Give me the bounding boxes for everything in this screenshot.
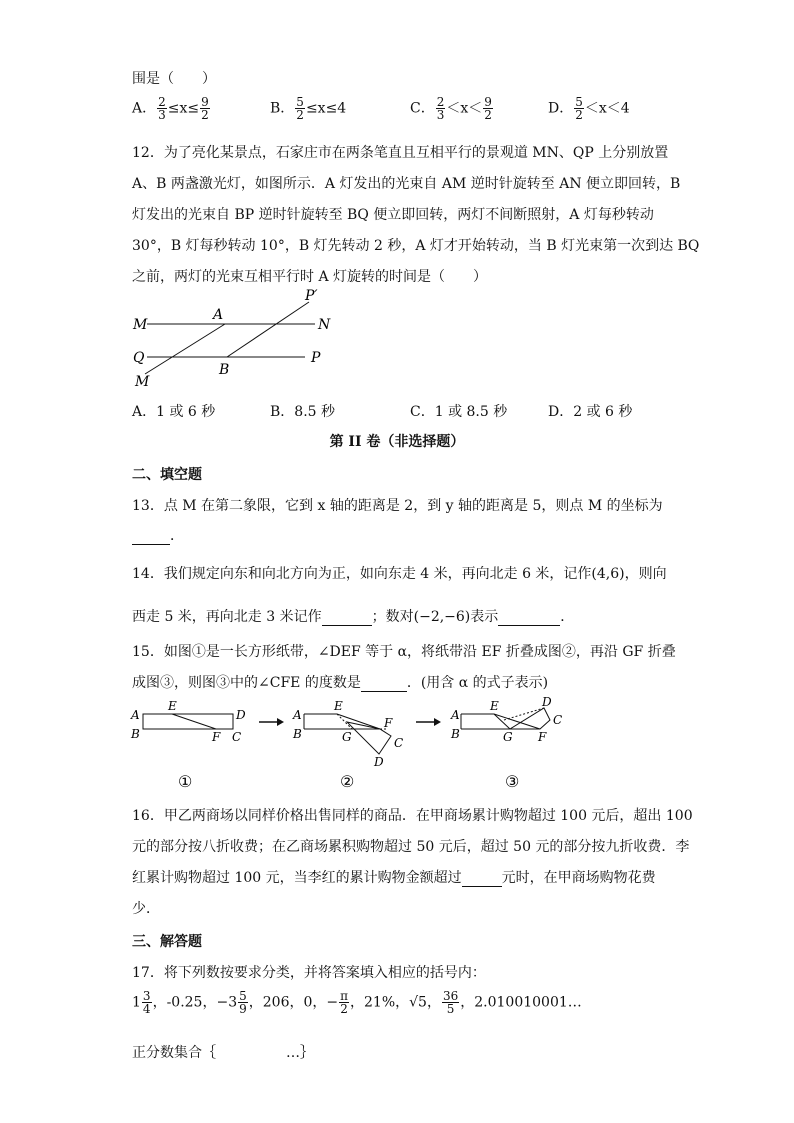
fraction: $\frac{5}{9}$: [239, 989, 247, 1016]
svg-text:D: D: [374, 755, 384, 769]
svg-text:B: B: [293, 727, 302, 741]
q11-option-b[interactable]: [270, 96, 346, 121]
svg-text:F: F: [384, 716, 393, 730]
label-m-bottom: M: [135, 374, 150, 390]
svg-text:A: A: [131, 708, 140, 722]
svg-text:B: B: [451, 727, 460, 741]
q16-answer-blank[interactable]: [462, 870, 502, 887]
option-letter: C．: [410, 100, 435, 117]
svg-text:E: E: [334, 699, 343, 713]
q14-answer-blank-2[interactable]: [498, 609, 560, 626]
label-m-top: M: [133, 317, 148, 333]
svg-text:E: E: [490, 699, 499, 713]
section-fill-in-blank: 二、填空题: [132, 467, 202, 483]
q15-answer-blank[interactable]: [361, 675, 407, 692]
option-letter: D．: [548, 100, 574, 117]
inequality: ≤x≤: [167, 100, 200, 117]
q12-line-1: 12．为了亮化某景点，石家庄市在两条笔直且互相平行的景观道 MN、QP 上分别放置: [132, 145, 669, 161]
q12-option-c[interactable]: C．1 或 8.5 秒: [410, 404, 508, 420]
figure-2: [292, 699, 403, 791]
q12-option-a[interactable]: A．1 或 6 秒: [132, 404, 216, 420]
svg-text:C: C: [394, 736, 404, 750]
q12-figure: [125, 286, 345, 392]
q17-line-1: 17．将下列数按要求分类，并将答案填入相应的括号内：: [132, 965, 486, 981]
q17-number-list: 1 $\frac{3}{4}$ ，-0.25，−3 $\frac{5}{9}$ ，206，0，− $\frac{\pi}{2}$ ，21%，√5， $\frac{36}{5}$ ，2.010010001…: [132, 989, 582, 1016]
fraction: $\frac{2}{3}$: [158, 95, 166, 122]
arrow-right-icon: [416, 718, 441, 726]
option-letter: A．: [132, 100, 157, 117]
q11-stem-tail: 围是（ ）: [132, 71, 216, 87]
label-p-prime: P′: [305, 288, 318, 304]
arrow-right-icon: [259, 718, 284, 726]
label-a: A: [213, 307, 224, 323]
label-b: B: [219, 362, 230, 378]
inequality: ＜x＜4: [584, 100, 630, 117]
q12-line-3: 灯发出的光束自 BP 逆时针旋转至 BQ 便立即回转，两灯不间断照射，A 灯每秒转动: [132, 207, 654, 223]
q15-line-1: 15．如图①是一长方形纸带，∠DEF 等于 α，将纸带沿 EF 折叠成图②，再沿 GF 折叠: [132, 644, 676, 660]
inequality: ＜x＜: [446, 100, 483, 117]
label-q: Q: [133, 350, 145, 366]
q15-line-2: 成图③，则图③中的∠CFE 的度数是 ．(用含 α 的式子表示): [132, 675, 549, 691]
svg-text:D: D: [542, 696, 552, 709]
q16-line-1: 16．甲乙两商场以同样价格出售同样的商品．在甲商场累计购物超过 100 元后，超出 100: [132, 808, 693, 824]
svg-text:F: F: [538, 730, 547, 744]
svg-text:G: G: [503, 730, 513, 744]
svg-text:D: D: [236, 708, 246, 722]
option-letter: B．: [270, 100, 295, 117]
q11-option-c[interactable]: [410, 96, 494, 121]
q14-line-2: 西走 5 米，再向北走 3 米记作 ；数对(−2,−6)表示 ．: [132, 609, 575, 625]
q12-option-b[interactable]: B．8.5 秒: [270, 404, 336, 420]
svg-text:A: A: [451, 708, 460, 722]
fraction: $\frac{3}{4}$: [142, 989, 151, 1016]
fraction: $\frac{5}{2}$: [296, 95, 304, 122]
fraction: $\frac{\pi}{2}$: [340, 989, 348, 1016]
svg-text:A: A: [293, 708, 302, 722]
q13-answer-blank[interactable]: [132, 528, 170, 545]
fraction: $\frac{9}{2}$: [484, 95, 492, 122]
fraction: $\frac{36}{5}$: [442, 989, 459, 1016]
svg-text:F: F: [212, 730, 221, 744]
svg-text:E: E: [168, 699, 177, 713]
q15-figures: [126, 696, 586, 794]
q13-line-1: 13．点 M 在第二象限，它到 x 轴的距离是 2，到 y 轴的距离是 5，则点 M 的坐标为: [132, 498, 663, 514]
q11-option-d[interactable]: [548, 96, 630, 121]
figure-3: [450, 696, 562, 791]
svg-text:B: B: [131, 727, 140, 741]
q12-line-2: A、B 两盏激光灯，如图所示．A 灯发出的光束自 AM 逆时针旋转至 AN 便立即回转，B: [132, 176, 681, 192]
q13-line-2: ．: [132, 525, 184, 545]
caption-2: ②: [340, 772, 355, 791]
inequality: ≤x≤4: [305, 100, 347, 117]
label-p: P: [311, 350, 321, 366]
fraction: $\frac{5}{2}$: [575, 95, 583, 122]
caption-1: ①: [178, 772, 193, 791]
section-solutions: 三、解答题: [132, 934, 202, 950]
q11-option-a[interactable]: [132, 96, 211, 121]
fraction: $\frac{2}{3}$: [436, 95, 445, 122]
fraction: $\frac{9}{2}$: [201, 95, 209, 122]
q16-line-4: 少．: [132, 901, 160, 917]
svg-text:G: G: [342, 730, 352, 744]
q12-line-4: 30°，B 灯每秒转动 10°，B 灯先转动 2 秒，A 灯才开始转动，当 B 灯光束第一次到达 BQ: [132, 238, 700, 254]
q12-option-d[interactable]: D．2 或 6 秒: [548, 404, 633, 420]
q17-positive-fraction-set[interactable]: 正分数集合｛ …｝: [132, 1045, 314, 1061]
q14-line-1: 14．我们规定向东和向北方向为正，如向东走 4 米，再向北走 6 米，记作(4,6)，则向: [132, 566, 667, 582]
q16-line-3: 红累计购物超过 100 元，当李红的累计购物金额超过 元时，在甲商场购物花费: [132, 870, 656, 886]
label-n: N: [318, 317, 331, 333]
beam-b: [227, 302, 309, 357]
q16-line-2: 元的部分按八折收费；在乙商场累积购物超过 50 元后，超过 50 元的部分按九折收费．李: [132, 839, 690, 855]
svg-text:C: C: [553, 713, 563, 727]
q12-line-5: 之前，两灯的光束互相平行时 A 灯旋转的时间是（ ）: [132, 269, 488, 285]
svg-text:C: C: [232, 730, 242, 744]
figure-1: [130, 699, 246, 791]
q14-answer-blank-1[interactable]: [322, 609, 372, 626]
sqrt5: √5: [409, 994, 427, 1011]
caption-3: ③: [505, 772, 520, 791]
part2-title: 第 II 卷（非选择题）: [329, 434, 465, 450]
beam-a: [145, 324, 225, 374]
